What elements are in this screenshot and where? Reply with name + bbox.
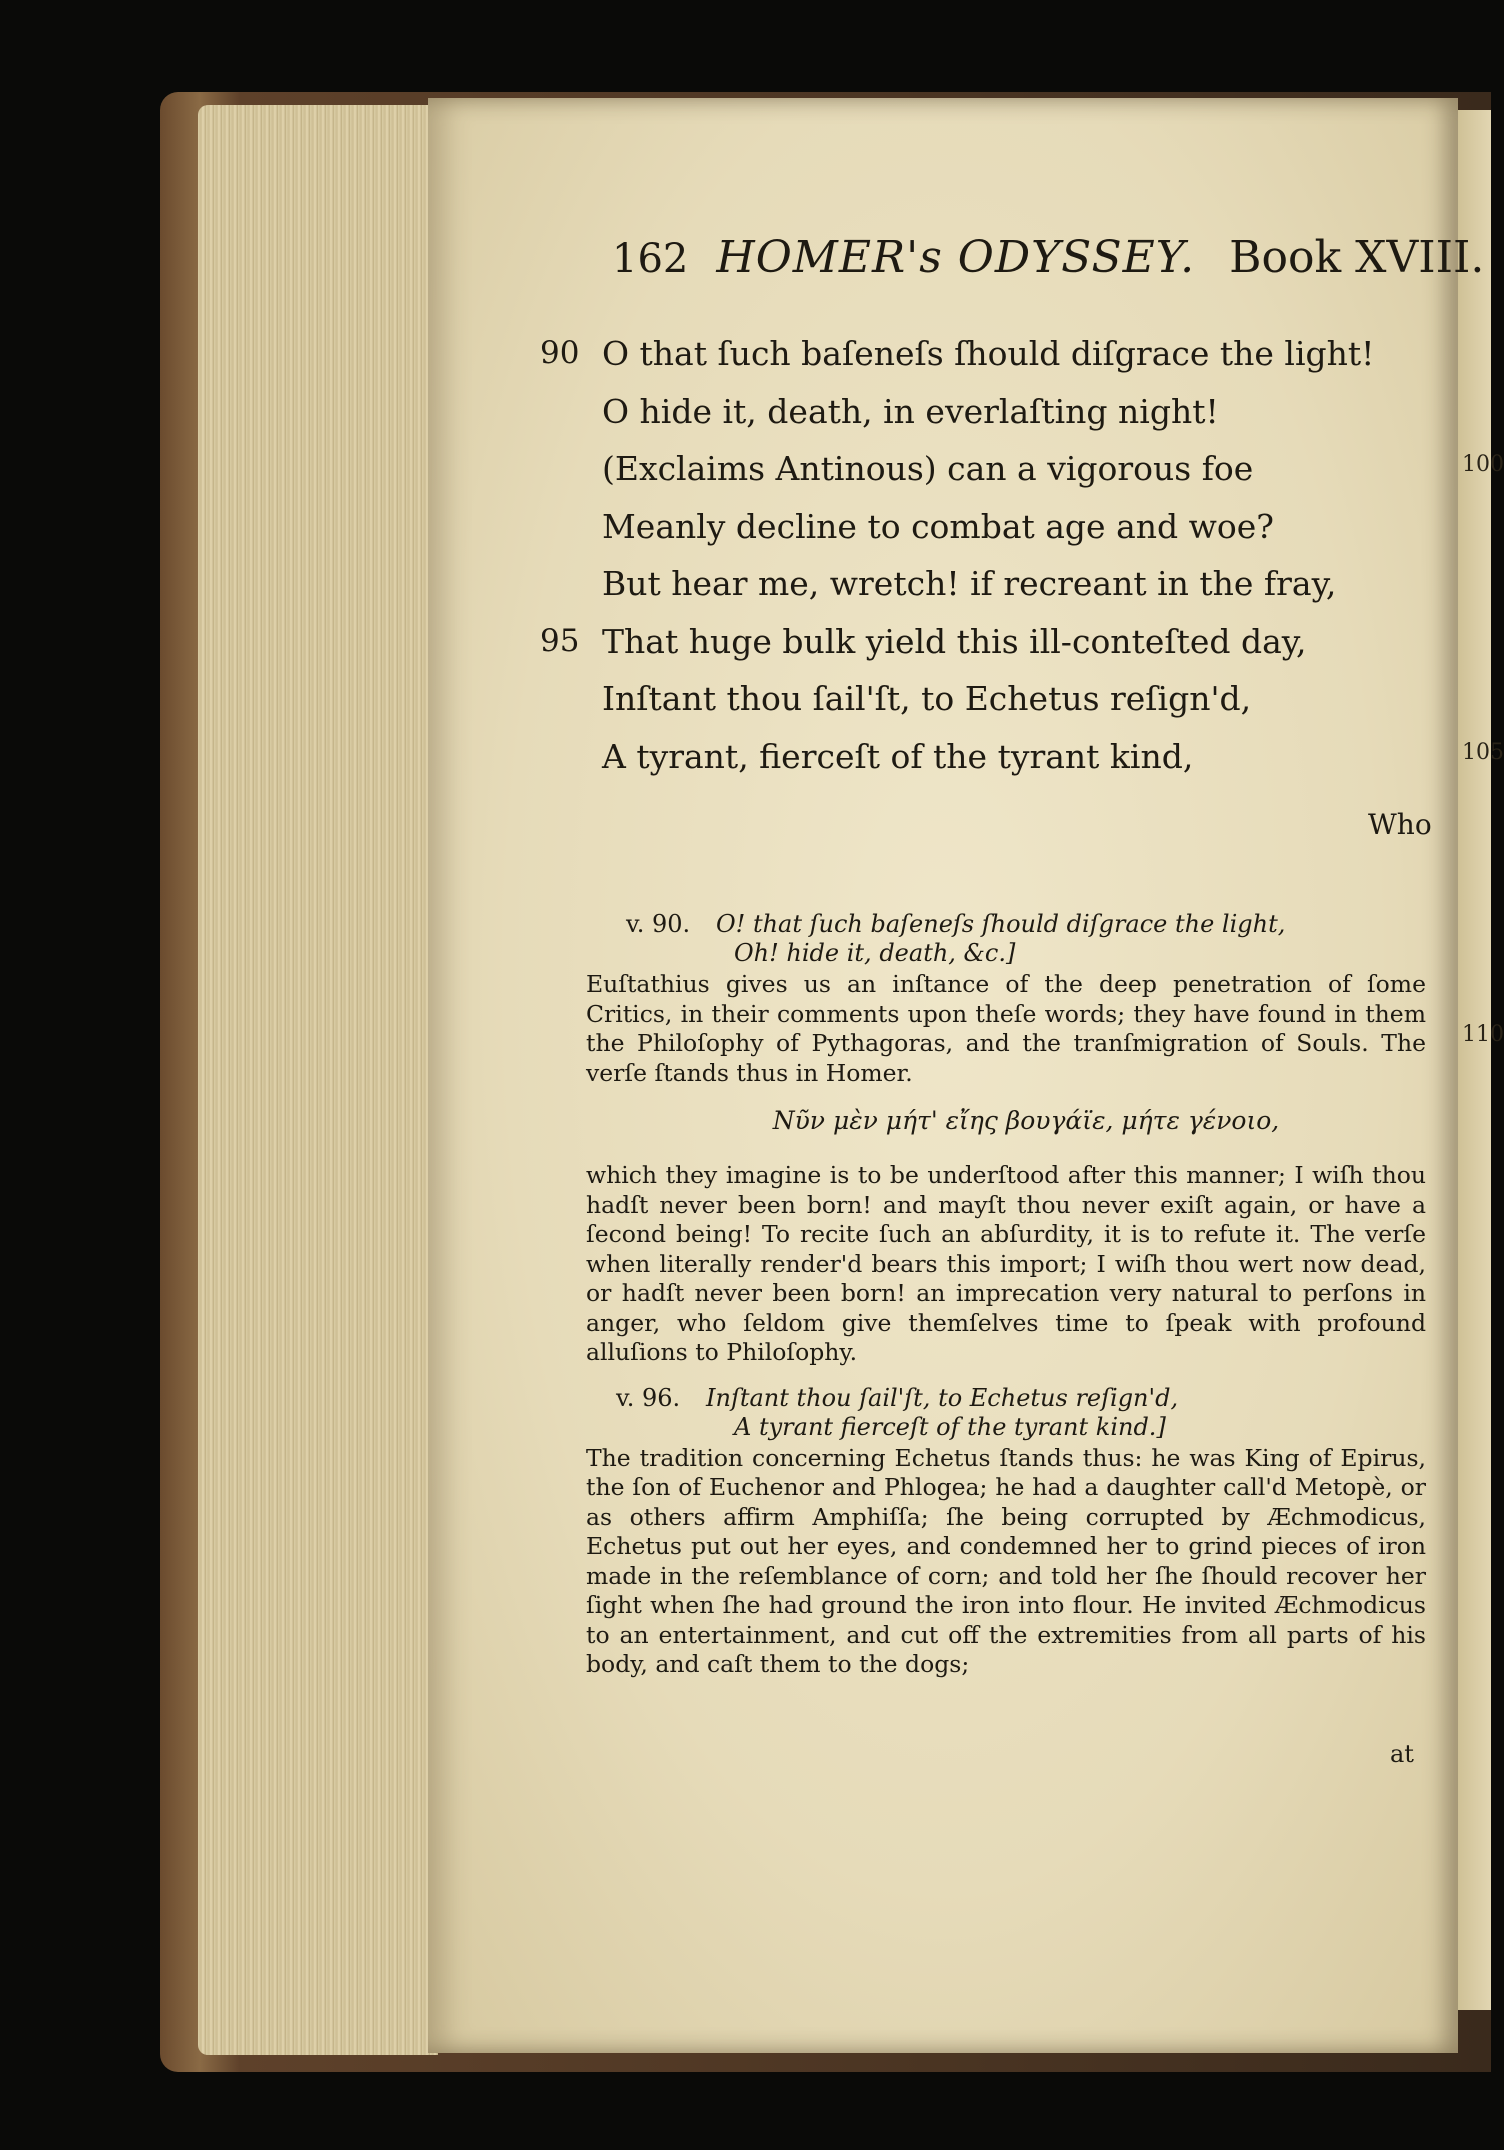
verse-line (540, 498, 1440, 556)
margin-number: 105 (1462, 740, 1504, 765)
verse-text: But hear me, wretch! if recreant in the fray, (602, 564, 1337, 603)
verse-text: A tyrant, fierceſt of the tyrant kind, (602, 736, 1194, 776)
margin-number: 110 (1462, 1022, 1504, 1047)
verse-line (540, 728, 1440, 786)
lemma-line: A tyrant fierceſt of the tyrant kind.] (734, 1412, 1166, 1441)
verse-block (540, 325, 1440, 785)
verse-text: Meanly decline to combat age and woe? (602, 506, 1274, 546)
page-edges (198, 105, 438, 2055)
verse-line (540, 613, 1440, 671)
book-number: Book XVIII. (1229, 232, 1485, 283)
facing-page-edge (1458, 110, 1491, 2010)
margin-number: 100 (1462, 452, 1504, 477)
note-reference: v. 96. (616, 1383, 681, 1412)
verse-text: Inſtant thou ſail'ſt, to Echetus reſign'd, (602, 679, 1252, 718)
lemma-line: O! that ſuch baſeneſs ſhould diſgrace the light, (716, 910, 1286, 938)
footnote (586, 1384, 1426, 1680)
note-lemma (586, 939, 1426, 968)
verse-line (540, 440, 1440, 498)
line-number: 90 (540, 335, 580, 371)
verse-line (540, 383, 1440, 441)
book-title: HOMER's ODYSSEY. (716, 232, 1196, 283)
note-lemma (586, 1413, 1426, 1442)
verse-line (540, 670, 1440, 728)
verse-text: O that ſuch baſeneſs ſhould diſgrace the light! (602, 334, 1375, 373)
verse-text: That huge bulk yield this ill-conteſted day, (602, 621, 1307, 661)
note-lemma (586, 910, 1426, 939)
greek-quotation: Νῦν μὲν μήτ' εἴης βουγάϊε, μήτε γένοιο, (772, 1106, 1280, 1135)
note-reference: v. 90. (626, 910, 691, 938)
note-text: which they imagine is to be underſtood after this manner; I wiſh thou hadſt never been born! and mayſt thou never exiſt again, or have a ſecond being! To recite ſuch an abſurdity, it is to refute it. The verſe when literally render'd bears this import; I wiſh thou wert now dead, or hadſt never been born! an imprecation very natural to perſons in anger, who ſeldom give themſelves time to ſpeak with profound alluſions to Philoſophy. (586, 1161, 1426, 1366)
note-text: The tradition concerning Echetus ſtands thus: he was King of Epirus, the ſon of Euchenor and Phlogea; he had a daughter call'd Metopè, or as others affirm Amphiſſa; ſhe being corrupted by Æchmodicus, Echetus put out her eyes, and condemned her to grind pieces of iron made in the reſemblance of corn; and told her ſhe ſhould recover her ſight when ſhe had ground the iron into flour. He invited Æchmodicus to an entertainment, and cut off the extremities from all parts of his body, and caſt them to the dogs; (586, 1443, 1426, 1678)
page-end-catchword: at (1390, 1740, 1414, 1768)
catchword: Who (1368, 808, 1432, 841)
running-head (612, 232, 1485, 292)
note-lemma (586, 1384, 1426, 1413)
verse-text: (Exclaims Antinous) can a vigorous foe (602, 449, 1254, 488)
footnote (586, 910, 1426, 1368)
page-number: 162 (612, 236, 689, 282)
lemma-line: Inſtant thou ſail'ſt, to Echetus reſign'd, (706, 1383, 1179, 1412)
note-text: Euſtathius gives us an inſtance of the deep penetration of ſome Critics, in their comments upon theſe words; they have found in them the Philoſophy of Pythagoras, and the tranſmigration of Souls. The verſe ſtands thus in Homer. (586, 970, 1426, 1087)
verse-line (540, 325, 1440, 383)
verse-text: O hide it, death, in everlaſting night! (602, 391, 1219, 431)
line-number: 95 (540, 622, 580, 659)
lemma-line: Oh! hide it, death, &c.] (734, 939, 1016, 967)
footnotes (586, 910, 1426, 1680)
verse-line (540, 555, 1440, 613)
